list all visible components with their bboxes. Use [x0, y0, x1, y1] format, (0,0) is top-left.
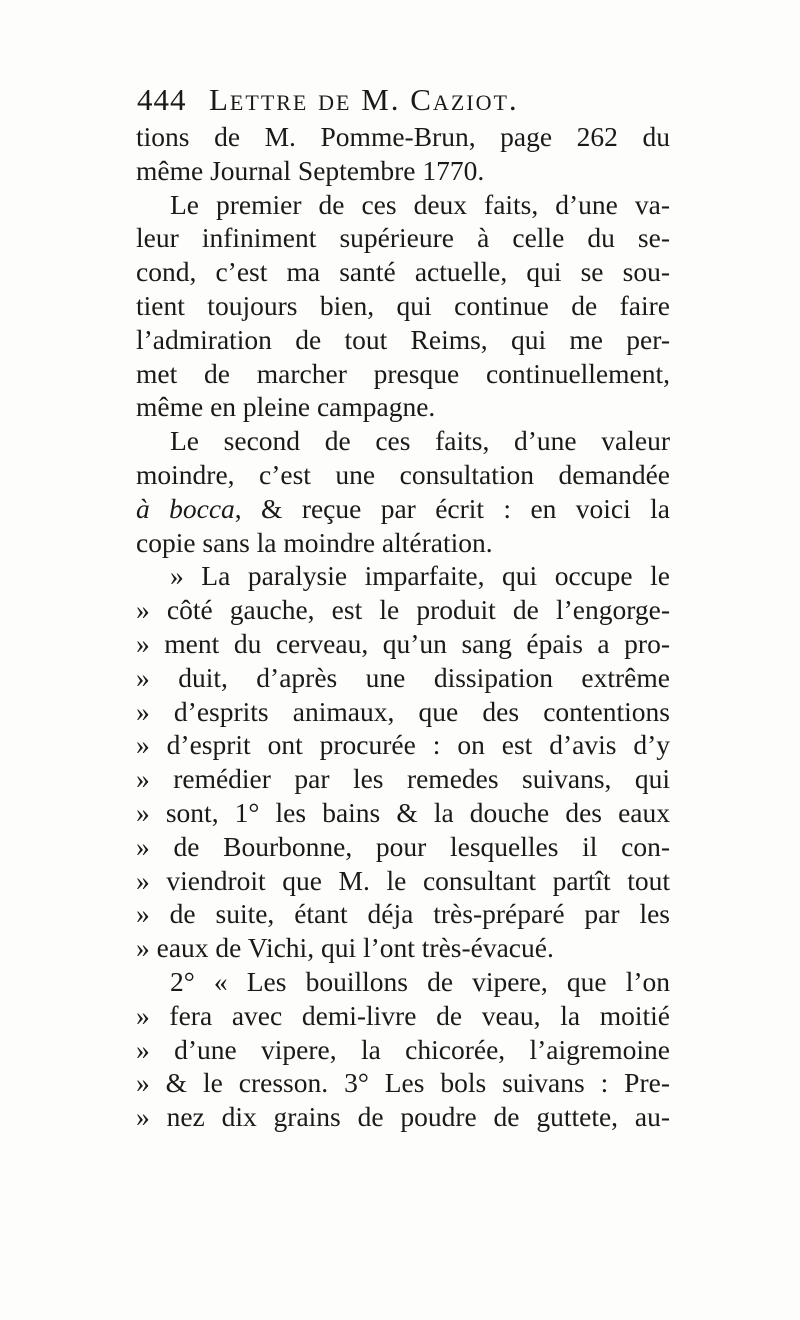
text-line	[136, 357, 670, 391]
text-line	[136, 526, 670, 560]
body-text	[136, 120, 670, 1134]
line-text: 2° « Les bouillons de vipere, que l’on	[170, 965, 670, 997]
quoted-line	[136, 931, 670, 965]
line-text: » eaux de Vichi, qui l’ont très-évacué.	[136, 932, 554, 964]
line-text: même en pleine campagne.	[136, 391, 436, 423]
quoted-line	[136, 1100, 670, 1134]
text-line	[136, 458, 670, 492]
quoted-line	[136, 728, 670, 762]
line-text: » de suite, étant déja très-préparé par les	[136, 898, 670, 930]
paragraph-start-line	[136, 559, 670, 593]
line-text: » d’une vipere, la chicorée, l’aigremoine	[136, 1033, 670, 1065]
quoted-line	[136, 627, 670, 661]
line-text: même Journal Septembre 1770.	[136, 154, 485, 186]
page-number: 444	[137, 82, 187, 117]
paragraph-start-line	[136, 424, 670, 458]
text-line	[136, 255, 670, 289]
line-text: » d’esprits animaux, que des contentions	[136, 695, 670, 727]
quoted-line	[136, 897, 670, 931]
running-title: Lettre de M. Caziot.	[209, 82, 519, 117]
page-header	[137, 82, 677, 122]
quoted-line	[136, 593, 670, 627]
italic-phrase: à bocca	[136, 492, 235, 524]
quoted-line	[136, 999, 670, 1033]
line-text: l’admiration de tout Reims, qui me per-	[136, 323, 670, 355]
line-text: » nez dix grains de poudre de guttete, au-	[136, 1101, 670, 1133]
text-line	[136, 289, 670, 323]
line-text: met de marcher presque continuellement,	[136, 357, 670, 389]
paragraph-start-line	[136, 965, 670, 999]
paragraph-start-line	[136, 188, 670, 222]
line-text: » fera avec demi-livre de veau, la moitié	[136, 999, 670, 1031]
quoted-line	[136, 1033, 670, 1067]
quoted-line	[136, 762, 670, 796]
quoted-line	[136, 661, 670, 695]
line-text: , & reçue par écrit : en voici la	[234, 492, 670, 524]
quoted-line	[136, 864, 670, 898]
line-text: » La paralysie imparfaite, qui occupe le	[170, 560, 670, 592]
line-text: copie sans la moindre altération.	[136, 526, 493, 558]
line-text: » de Bourbonne, pour lesquelles il con-	[136, 830, 670, 862]
quoted-line	[136, 695, 670, 729]
text-line	[136, 221, 670, 255]
line-text: » sont, 1° les bains & la douche des eaux	[136, 796, 670, 828]
line-text: tient toujours bien, qui continue de faire	[136, 289, 670, 321]
line-text: » d’esprit ont procurée : on est d’avis d’y	[136, 729, 670, 761]
line-text: » côté gauche, est le produit de l’engorge-	[136, 594, 670, 626]
line-text: Le second de ces faits, d’une valeur	[170, 425, 670, 457]
quoted-line	[136, 1066, 670, 1100]
line-text: » viendroit que M. le consultant partît tout	[136, 864, 670, 896]
line-text: » duit, d’après une dissipation extrême	[136, 661, 670, 693]
text-line	[136, 323, 670, 357]
text-line	[136, 390, 670, 424]
line-text: moindre, c’est une consultation demandée	[136, 458, 670, 490]
text-line	[136, 492, 670, 526]
text-line	[136, 120, 670, 154]
line-text: leur infiniment supérieure à celle du se-	[136, 222, 670, 254]
text-line	[136, 154, 670, 188]
line-text: » remédier par les remedes suivans, qui	[136, 763, 670, 795]
line-text: tions de M. Pomme-Brun, page 262 du	[136, 121, 670, 152]
line-text: Le premier de ces deux faits, d’une va-	[170, 188, 670, 220]
quoted-line	[136, 796, 670, 830]
line-text: » ment du cerveau, qu’un sang épais a pro-	[136, 627, 670, 659]
line-text: » & le cresson. 3° Les bols suivans : Pre-	[136, 1067, 670, 1099]
line-text: cond, c’est ma santé actuelle, qui se sou-	[136, 256, 670, 288]
quoted-line	[136, 830, 670, 864]
